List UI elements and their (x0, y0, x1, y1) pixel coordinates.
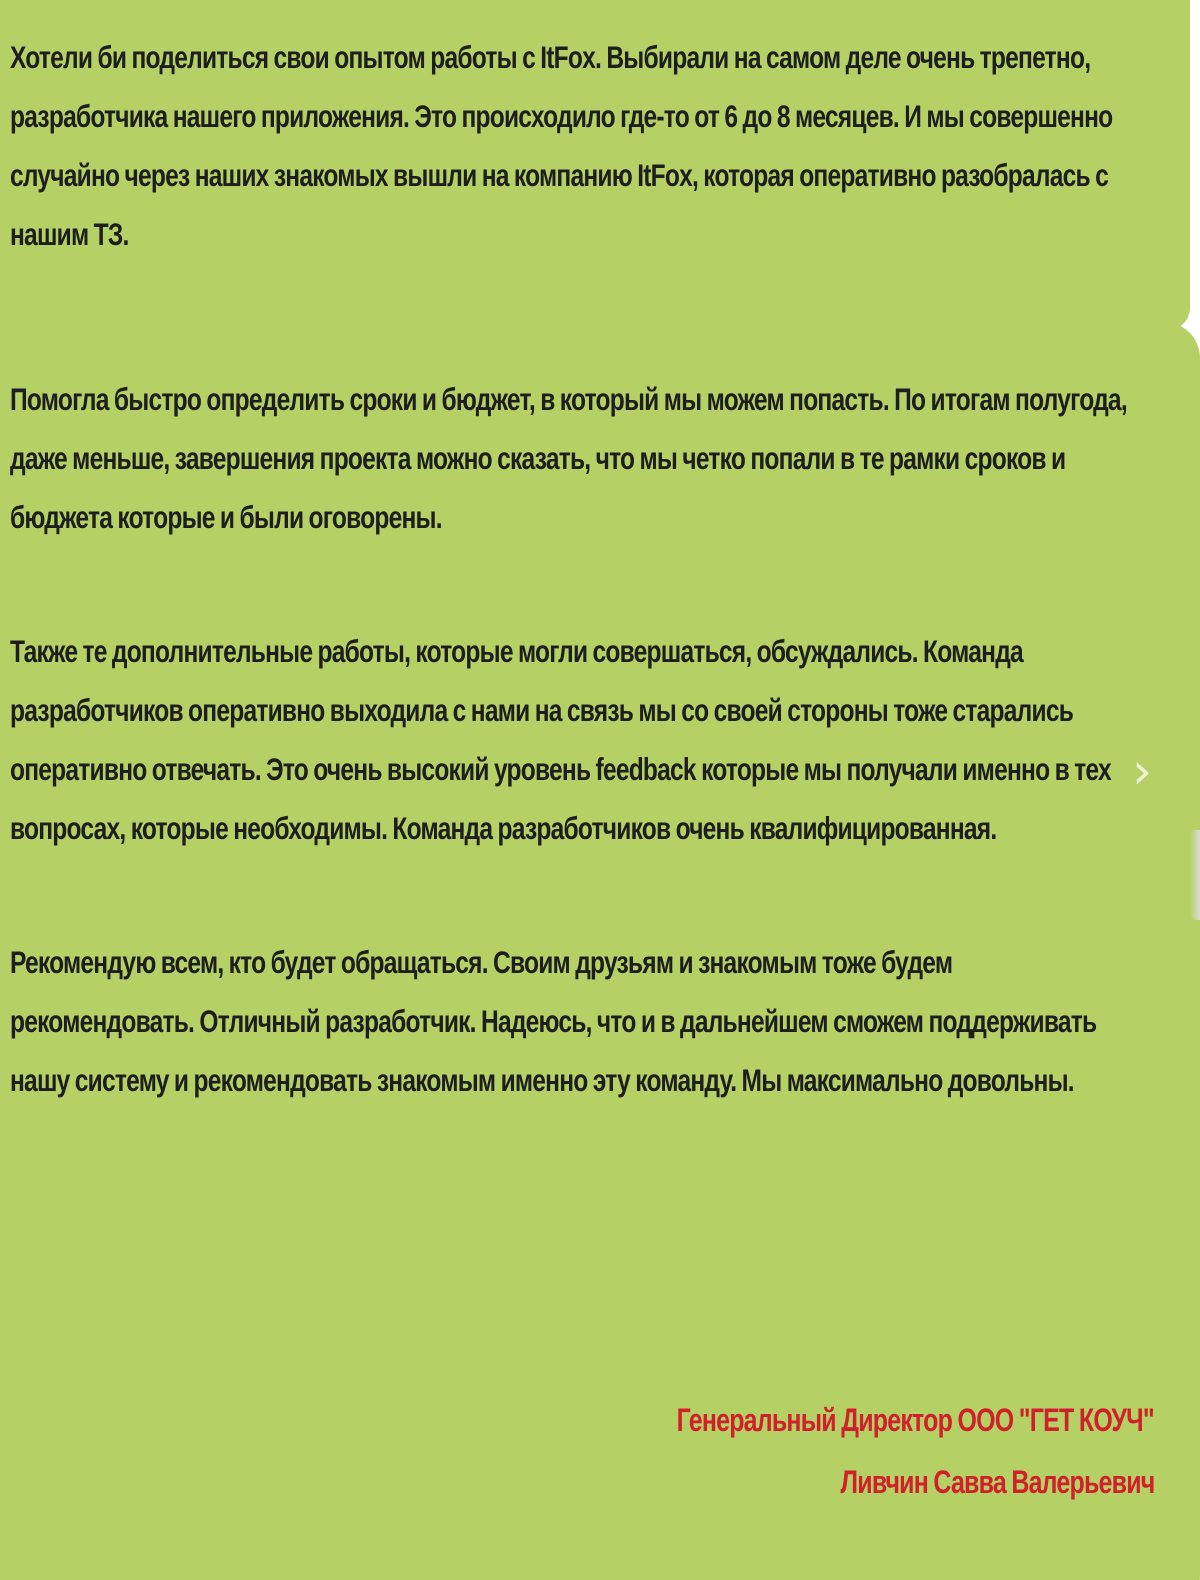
review-paragraph-communication: Также те дополнительные работы, которые могли совершаться, обсуждались. Команда разработчиков оперативно выходила с нами на связь мы со своей стороны тоже старались оперативно отвечать. Это очень высокий уровень feedback которые мы получали именно в тех вопросах, которые необходимы. Команда разработчиков очень квалифицированная. (10, 633, 1111, 846)
review-intro-text: Хотели би поделиться свои опытом работы с ItFox. Выбирали на самом деле очень трепетно, разработчика нашего приложения. Это происходило где-то от 6 до 8 месяцев. И мы совершенно случайно через наших знакомых вышли на компанию ItFox, которая оперативно разобралась с нашим ТЗ. (10, 39, 1113, 252)
message-bubble-intro (0, 0, 1190, 330)
chevron-right-icon[interactable]: › (1132, 742, 1152, 800)
review-paragraph-timing: Помогла быстро определить сроки и бюджет, в который мы можем попасть. По итогам полугода, даже меньше, завершения проекта можно сказать, что мы четко попали в те рамки сроков и бюджета которые и были оговорены. (10, 381, 1127, 535)
signature-name: Ливчин Савва Валерьевич (840, 1464, 1154, 1500)
side-scroll-handle[interactable] (1190, 830, 1200, 920)
message-bubble-main (0, 322, 1200, 1580)
review-paragraph-recommendation: Рекомендую всем, кто будет обращаться. Своим друзьям и знакомым тоже будем рекомендовать. Отличный разработчик. Надеюсь, что и в дальнейшем сможем поддерживать нашу систему и рекомендовать знакомым именно эту команду. Мы максимально довольны. (10, 944, 1097, 1098)
signature-position: Генеральный Директор ООО "ГЕТ КОУЧ" (676, 1402, 1154, 1438)
